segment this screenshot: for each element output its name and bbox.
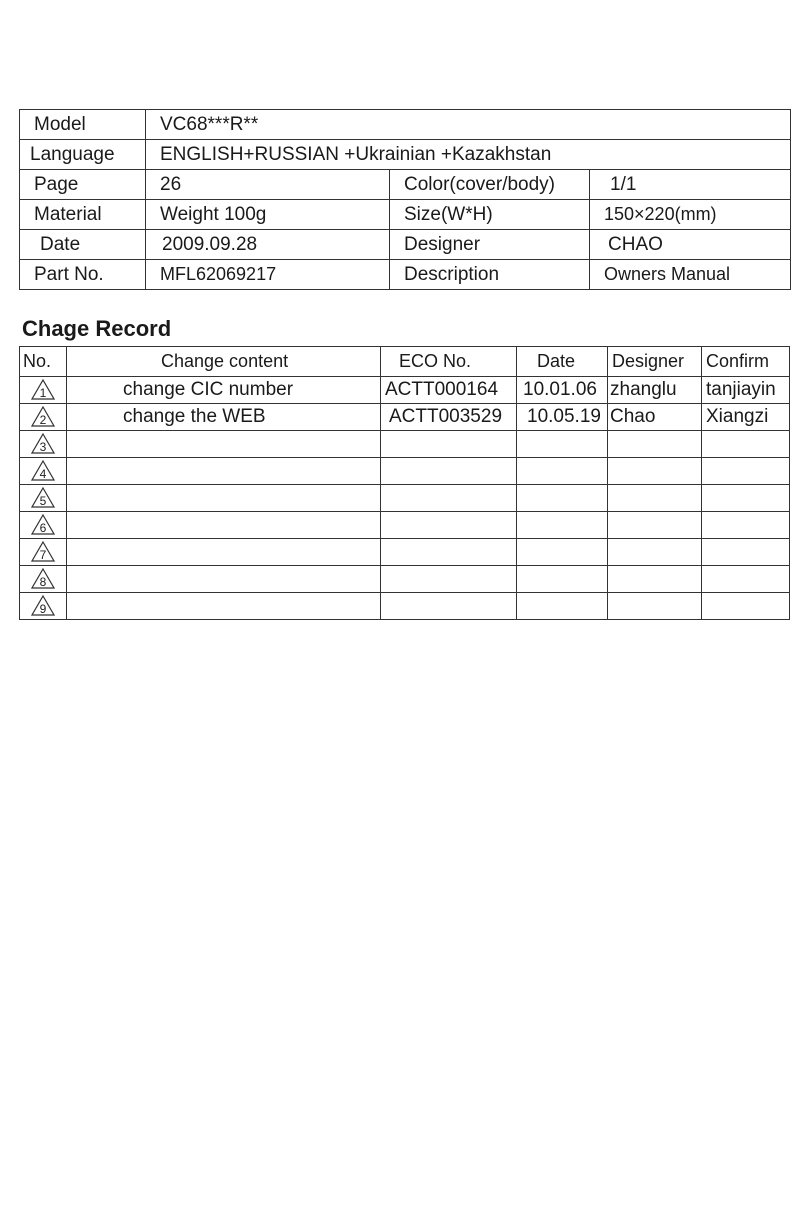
revision-number-cell [20,539,67,566]
cell-content [67,539,381,566]
cell-content [67,485,381,512]
revision-triangle-icon [31,460,55,481]
cell-eco [381,485,517,512]
color-label: Color(cover/body) [390,170,590,200]
page-label: Page [20,170,146,200]
cell-date [517,458,608,485]
revision-number-cell [20,593,67,620]
revision-number-cell [20,458,67,485]
table-row [20,431,790,458]
revision-number-cell [20,377,67,404]
description-value: Owners Manual [590,260,791,290]
cell-confirm [702,431,790,458]
cell-designer [608,539,702,566]
revision-triangle-icon [31,433,55,454]
revision-triangle-icon [31,406,55,427]
info-row-material [20,200,791,230]
cell-eco [381,539,517,566]
revision-number-cell [20,566,67,593]
size-label: Size(W*H) [390,200,590,230]
info-row-date [20,230,791,260]
revision-triangle-icon [31,568,55,589]
cell-designer [608,566,702,593]
revision-number: 9 [39,602,47,617]
material-value: Weight 100g [146,200,390,230]
cell-confirm: tanjiayin [702,377,790,404]
cell-designer [608,485,702,512]
cell-eco [381,593,517,620]
cell-confirm [702,593,790,620]
revision-number: 3 [39,440,47,455]
date-label: Date [20,230,146,260]
revision-number: 4 [39,467,47,482]
revision-triangle-icon [31,487,55,508]
table-row [20,512,790,539]
info-table [19,109,791,290]
cell-confirm: Xiangzi [702,404,790,431]
partno-label: Part No. [20,260,146,290]
revision-triangle-icon [31,379,55,400]
cell-content [67,431,381,458]
cell-date [517,512,608,539]
cell-confirm [702,458,790,485]
material-label: Material [20,200,146,230]
header-designer: Designer [608,347,702,377]
cell-date [517,485,608,512]
cell-date [517,431,608,458]
change-record-table [19,346,790,620]
info-row-page [20,170,791,200]
revision-number-cell [20,431,67,458]
revision-number: 6 [39,521,47,536]
revision-triangle-icon [31,541,55,562]
cell-eco: ACTT000164 [381,377,517,404]
table-row [20,458,790,485]
cell-designer: zhanglu [608,377,702,404]
table-row [20,404,790,431]
cell-designer [608,593,702,620]
description-label: Description [390,260,590,290]
cell-designer [608,458,702,485]
cell-content [67,458,381,485]
revision-number: 5 [39,494,47,509]
table-row [20,377,790,404]
cell-eco [381,458,517,485]
cell-date [517,539,608,566]
header-confirm: Confirm [702,347,790,377]
cell-designer [608,431,702,458]
revision-number-cell [20,485,67,512]
designer-value: CHAO [590,230,791,260]
cell-content [67,566,381,593]
cell-confirm [702,539,790,566]
color-value: 1/1 [590,170,791,200]
cell-content [67,593,381,620]
cell-confirm [702,512,790,539]
revision-number: 2 [39,413,47,428]
date-value: 2009.09.28 [146,230,390,260]
language-label: Language [20,140,146,170]
cell-confirm [702,485,790,512]
change-record-rows [20,377,790,620]
cell-eco: ACTT003529 [381,404,517,431]
cell-eco [381,431,517,458]
cell-date [517,593,608,620]
header-no: No. [20,347,67,377]
revision-number: 1 [39,386,47,401]
cell-designer: Chao [608,404,702,431]
revision-number-cell [20,404,67,431]
table-row [20,485,790,512]
info-row-model [20,110,791,140]
cell-designer [608,512,702,539]
table-row [20,593,790,620]
cell-confirm [702,566,790,593]
table-row [20,539,790,566]
change-record-header-row [20,347,790,377]
model-label: Model [20,110,146,140]
size-value: 150×220(mm) [590,200,791,230]
revision-number: 8 [39,575,47,590]
header-eco: ECO No. [381,347,517,377]
page-value: 26 [146,170,390,200]
cell-content: change the WEB [67,404,381,431]
cell-eco [381,512,517,539]
change-record-title: Chage Record [22,316,172,341]
header-content: Change content [67,347,381,377]
cell-eco [381,566,517,593]
revision-number-cell [20,512,67,539]
revision-number: 7 [39,548,47,563]
header-date: Date [517,347,608,377]
cell-content: change CIC number [67,377,381,404]
language-value: ENGLISH+RUSSIAN +Ukrainian +Kazakhstan [146,140,791,170]
model-value: VC68***R** [146,110,791,140]
cell-date: 10.05.19 [517,404,608,431]
revision-triangle-icon [31,514,55,535]
info-row-language [20,140,791,170]
revision-triangle-icon [31,595,55,616]
table-row [20,566,790,593]
cell-date [517,566,608,593]
partno-value: MFL62069217 [146,260,390,290]
designer-label: Designer [390,230,590,260]
info-row-partno [20,260,791,290]
cell-content [67,512,381,539]
cell-date: 10.01.06 [517,377,608,404]
